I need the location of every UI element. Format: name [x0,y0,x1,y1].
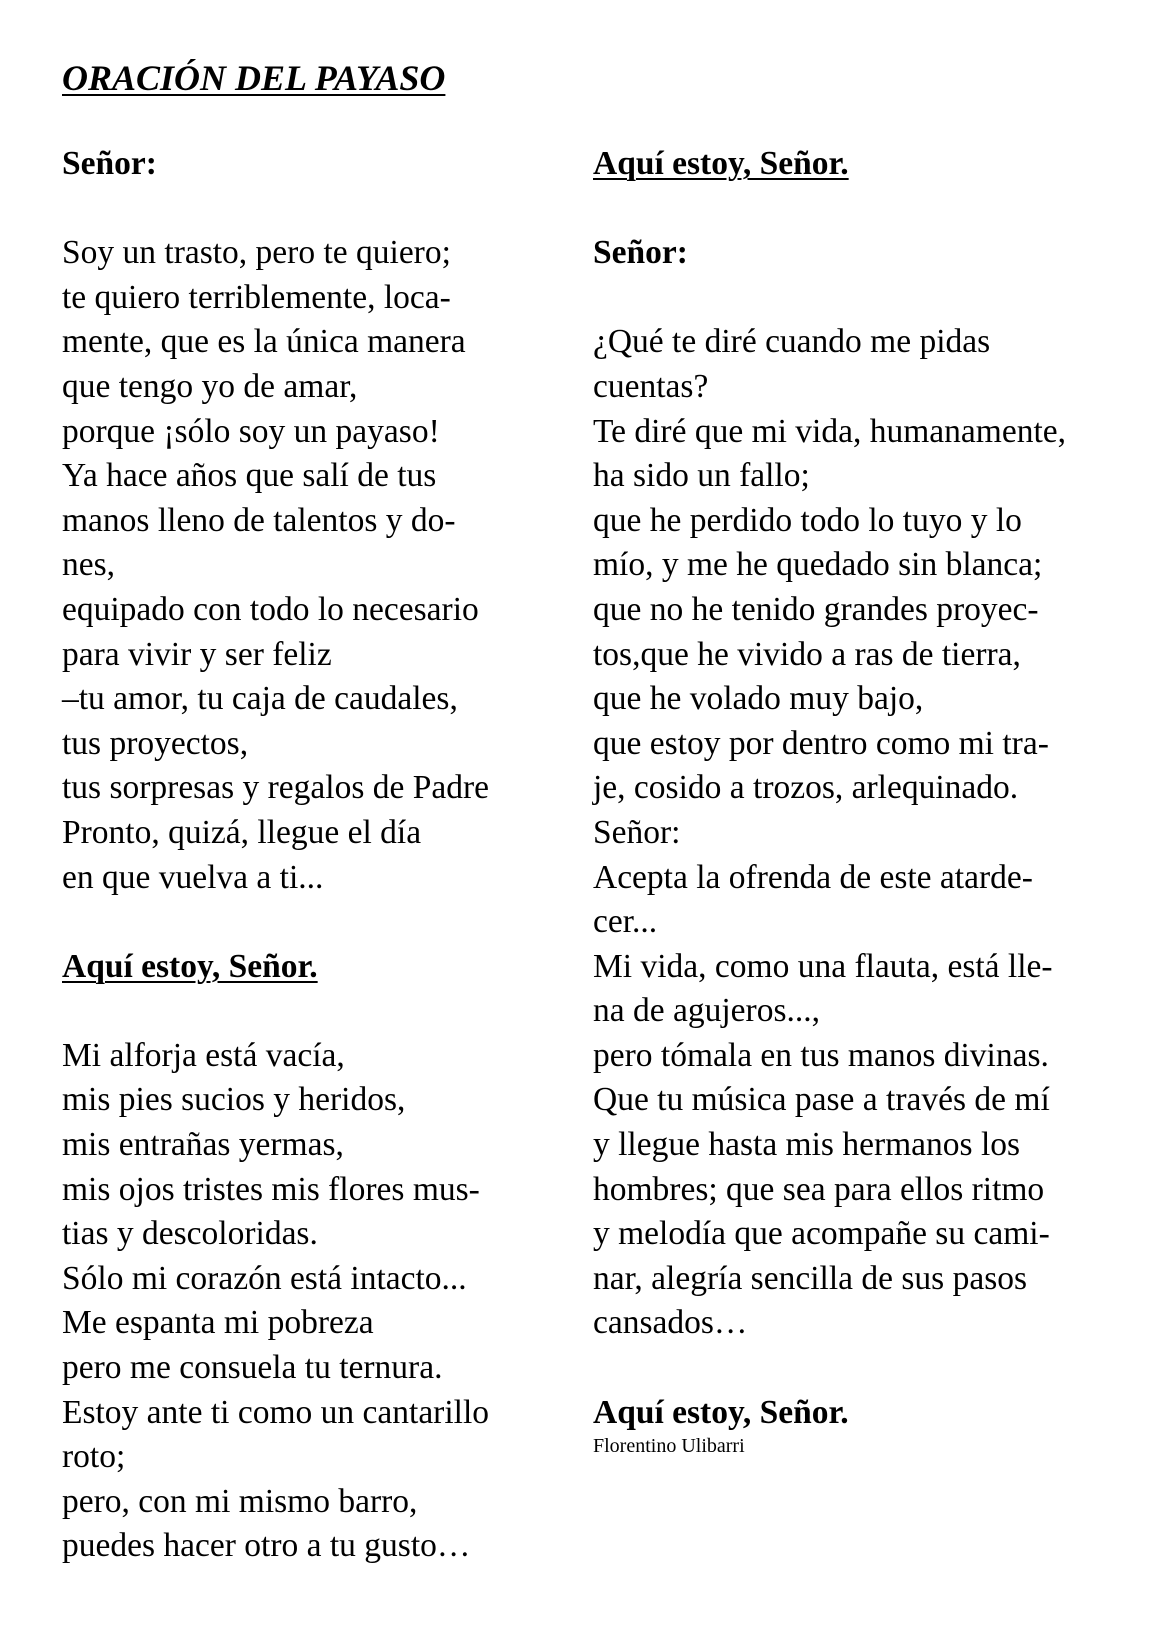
verse-line: nar, alegría sencilla de sus pasos [593,1259,1028,1297]
verse-line: en que vuelva a ti... [62,858,324,896]
verse-line: mente, que es la única manera [62,323,466,361]
verse-line: Mi alforja está vacía, [62,1036,345,1074]
document-title: ORACIÓN DEL PAYASO [62,58,446,98]
stanza-1 [62,231,489,900]
verse-line: mío, y me he quedado sin blanca; [593,546,1043,584]
verse-line: porque ¡sólo soy un payaso! [62,412,440,450]
stanza-spacer [593,1346,1066,1391]
refrain-heading-top: Aquí estoy, Señor. [593,145,849,182]
verse-line: mis entrañas yermas, [62,1126,344,1164]
verse-line: que no he tenido grandes proyec- [593,590,1039,628]
verse-line: Acepta la ofrenda de este atarde- [593,858,1033,896]
greeting-heading: Señor: [62,145,157,182]
verse-line: ¿Qué te diré cuando me pidas [593,323,991,361]
verse-line: manos lleno de talentos y do- [62,501,456,539]
verse-line: cer... [593,903,658,941]
verse-line: equipado con todo lo necesario [62,590,479,628]
verse-line: Mi vida, como una flauta, está lle- [593,947,1053,985]
stanza-3 [593,320,1066,1346]
verse-line: para vivir y ser feliz [62,635,332,673]
verse-line: –tu amor, tu caja de caudales, [62,680,458,718]
verse-line: y melodía que acompañe su cami- [593,1215,1050,1253]
verse-line: cansados… [593,1304,748,1342]
stanza-2 [62,1034,489,1569]
verse-line: Sólo mi corazón está intacto... [62,1259,467,1297]
verse-line: pero, con mi mismo barro, [62,1482,418,1520]
stanza-spacer [593,276,1066,321]
verse-line: Te diré que mi vida, humanamente, [593,412,1067,450]
refrain-heading-final: Aquí estoy, Señor. [593,1393,849,1431]
stanza-spacer [62,989,489,1034]
verse-line: que he volado muy bajo, [593,680,924,718]
verse-line: hombres; que sea para ellos ritmo [593,1170,1045,1208]
stanza-spacer [62,187,489,232]
verse-line: roto; [62,1438,126,1476]
verse-line: cuentas? [593,367,709,405]
verse-line: y llegue hasta mis hermanos los [593,1126,1021,1164]
verse-line: que he perdido todo lo tuyo y lo [593,501,1022,539]
stanza-spacer [62,900,489,945]
verse-line: mis ojos tristes mis flores mus- [62,1170,480,1208]
verse-line: Señor: [593,813,681,851]
verse-line: Que tu música pase a través de mí [593,1081,1050,1119]
verse-line: je, cosido a trozos, arlequinado. [593,769,1019,807]
verse-line: pero tómala en tus manos divinas. [593,1036,1049,1074]
verse-line: tus sorpresas y regalos de Padre [62,769,490,807]
verse-line: puedes hacer otro a tu gusto… [62,1527,471,1565]
verse-line: que tengo yo de amar, [62,367,358,405]
left-column [62,142,489,1569]
verse-line: na de agujeros..., [593,992,820,1030]
author-credit: Florentino Ulibarri [593,1435,745,1458]
verse-line: Me espanta mi pobreza [62,1304,374,1342]
verse-line: tos,que he vivido a ras de tierra, [593,635,1021,673]
greeting-heading: Señor: [593,234,688,272]
refrain-heading: Aquí estoy, Señor. [62,947,318,985]
verse-line: mis pies sucios y heridos, [62,1081,406,1119]
verse-line: tus proyectos, [62,724,249,762]
verse-line: pero me consuela tu ternura. [62,1349,443,1387]
verse-line: ha sido un fallo; [593,457,810,495]
verse-line: Pronto, quizá, llegue el día [62,813,422,851]
verse-line: que estoy por dentro como mi tra- [593,724,1049,762]
verse-line: te quiero terriblemente, loca- [62,278,451,316]
stanza-spacer [593,187,1066,232]
verse-line: tias y descoloridas. [62,1215,318,1253]
verse-line: Estoy ante ti como un cantarillo [62,1393,490,1431]
verse-line: Soy un trasto, pero te quiero; [62,234,451,272]
verse-line: nes, [62,546,116,584]
right-column [593,142,1066,1457]
verse-line: Ya hace años que salí de tus [62,457,437,495]
